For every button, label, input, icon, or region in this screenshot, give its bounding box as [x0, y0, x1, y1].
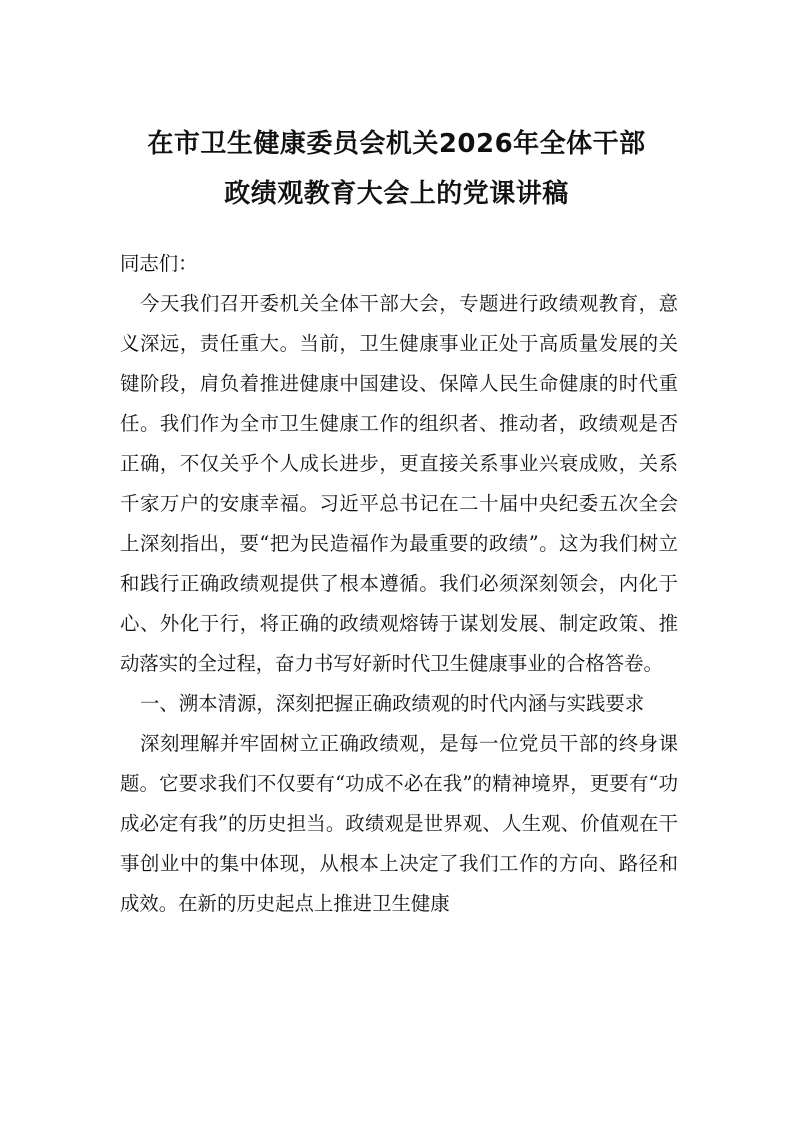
document-body	[120, 244, 678, 924]
salutation: 同志们：	[120, 252, 198, 275]
document-title-line-2: 政绩观教育大会上的党课讲稿	[224, 179, 569, 209]
paragraph-section-1: 深刻理解并牢固树立正确政绩观，是每一位党员干部的终身课题。它要求我们不仅要有“功成不必在我”的精神境界，更要有“功成必定有我”的历史担当。政绩观是世界观、人生观、价值观在干事创业中的集中体现，从根本上决定了我们工作的方向、路径和成效。在新的历史起点上推进卫生健康	[120, 732, 678, 915]
document-title-line-1: 在市卫生健康委员会机关2026年全体干部	[147, 129, 646, 159]
paragraph-intro: 今天我们召开委机关全体干部大会，专题进行政绩观教育，意义深远，责任重大。当前，卫生健康事业正处于高质量发展的关键阶段，肩负着推进健康中国建设、保障人民生命健康的时代重任。我们作为全市卫生健康工作的组织者、推动者，政绩观是否正确，不仅关乎个人成长进步，更直接关系事业兴衰成败，关系千家万户的安康幸福。习近平总书记在二十届中央纪委五次全会上深刻指出，要“把为民造福作为最重要的政绩”。这为我们树立和践行正确政绩观提供了根本遵循。我们必须深刻领会，内化于心、外化于行，将正确的政绩观熔铸于谋划发展、制定政策、推动落实的全过程，奋力书写好新时代卫生健康事业的合格答卷。	[120, 292, 678, 675]
section-heading-1: 一、溯本清源，深刻把握正确政绩观的时代内涵与实践要求	[140, 692, 645, 715]
